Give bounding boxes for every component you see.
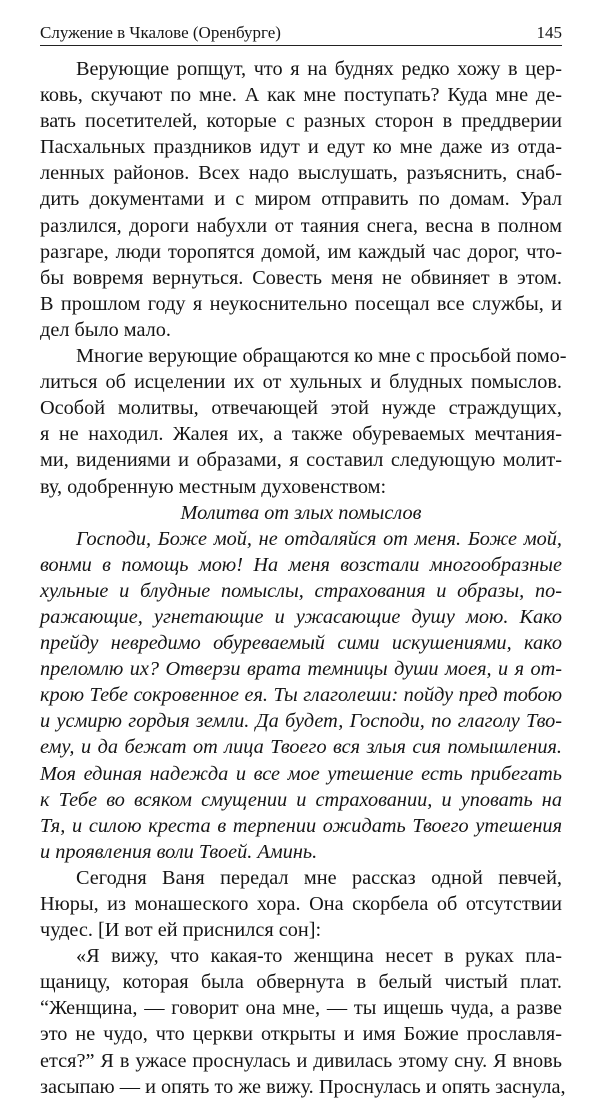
text-line: и проявления воли Твоей. Аминь. (40, 840, 318, 863)
text-line: я не находил. Жалея их, а также обуреваемых мечтания- (40, 423, 562, 446)
text-line: ражающие, угнетающие и ужасающие душу мою. Како (40, 605, 562, 628)
text-line: дить документами и с миром отправить по домам. Урал (40, 188, 562, 211)
body-text (40, 56, 567, 1100)
text-line: к Тебе во всяком смущении и страховании, и уповать на (40, 788, 562, 811)
text-line: ленных районов. Всех надо выслушать, разъяснить, снаб- (40, 162, 562, 185)
text-line: вать посетителей, которые с разных сторон в преддверии (40, 110, 562, 133)
text-line: разгаре, люди торопятся домой, им каждый час дорог, что- (40, 240, 562, 263)
header-rule (40, 45, 562, 46)
text-line: “Женщина, — говорит она мне, — ты ищешь чуда, а разве (40, 997, 562, 1020)
text-line: ется?” Я в ужасе проснулась и дивилась этому сну. Я вновь (40, 1049, 562, 1072)
page-number: 145 (536, 23, 562, 42)
text-line: Нюры, из монашеского хора. Она скорбела об отсутствии (40, 893, 562, 915)
text-line: чудес. [И вот ей приснился сон]: (40, 919, 322, 942)
text-line: засыпаю — и опять то же вижу. Проснулась и опять заснула, (40, 1075, 566, 1098)
text-line: бы вовремя вернуться. Совесть меня не обвиняет в этом. (40, 266, 562, 289)
running-title: Служение в Чкалове (Оренбурге) (40, 23, 281, 42)
text-line: ему, и да бежат от лица Твоего вся злыя сия помышления. (40, 736, 562, 759)
text-line: это не чудо, что церкви открыты и имя Божие прославля- (40, 1023, 562, 1046)
text-line: и усмирю гордыя земли. Да будет, Господи, по глаголу Тво- (40, 710, 562, 733)
text-line: Сегодня Ваня передал мне рассказ одной певчей, (76, 866, 562, 889)
text-line: крою Тебе сокровенное ея. Ты глаголеши: пойду пред тобою (40, 684, 562, 707)
paragraph (40, 943, 566, 1100)
text-line: щаницу, которая была обвернута в белый чистый плат. (40, 971, 562, 994)
text-line: «Я вижу, что какая-то женщина несет в руках пла- (76, 945, 562, 968)
running-head (40, 19, 562, 43)
text-line: Молитва от злых помыслов (180, 501, 422, 524)
text-line: преломлю их? Отверзи врата темницы души моея, и я от- (40, 658, 562, 681)
text-line: Господи, Боже мой, не отдаляйся от меня. Боже мой, (76, 527, 562, 550)
text-line: ковь, скучают по мне. А как мне поступать? Куда мне де- (40, 84, 562, 107)
text-line: ми, видениями и образами, я составил следующую молит- (40, 449, 562, 472)
text-line: Пасхальных праздников идут и едут ко мне даже из отда- (40, 136, 562, 159)
text-line: хульные и блудные помыслы, страхования и образы, по- (40, 579, 562, 602)
prayer-text (40, 526, 562, 865)
text-line: В прошлом году я неукоснительно посещал все службы, и (40, 292, 562, 315)
paragraph (40, 343, 567, 500)
text-line: прейду невредимо обуреваемый сими искушениями, како (40, 632, 562, 655)
text-line: дел было мало. (40, 318, 171, 341)
text-line: ву, одобренную местным духовенством: (40, 475, 387, 498)
text-line: Многие верующие обращаются ко мне с просьбой помо- (76, 345, 567, 368)
text-line: Особой молитвы, отвечающей этой нужде страждущих, (40, 397, 562, 420)
text-line: литься об исцелении их от хульных и блудных помыслов. (40, 371, 562, 394)
prayer-title (40, 500, 562, 526)
text-line: Тя, и силою креста в терпении ожидать Твоего утешения (40, 814, 562, 837)
text-line: разлился, дороги набухли от таяния снега, весна в полном (40, 214, 562, 237)
paragraph (40, 865, 562, 943)
text-line: Моя единая надежда и все мое утешение есть прибегать (40, 762, 562, 785)
text-line: вонми в помощь мою! На меня возстали многообразные (40, 553, 562, 576)
paragraph (40, 56, 562, 343)
text-line: Верующие ропщут, что я на буднях редко хожу в цер- (76, 58, 562, 80)
